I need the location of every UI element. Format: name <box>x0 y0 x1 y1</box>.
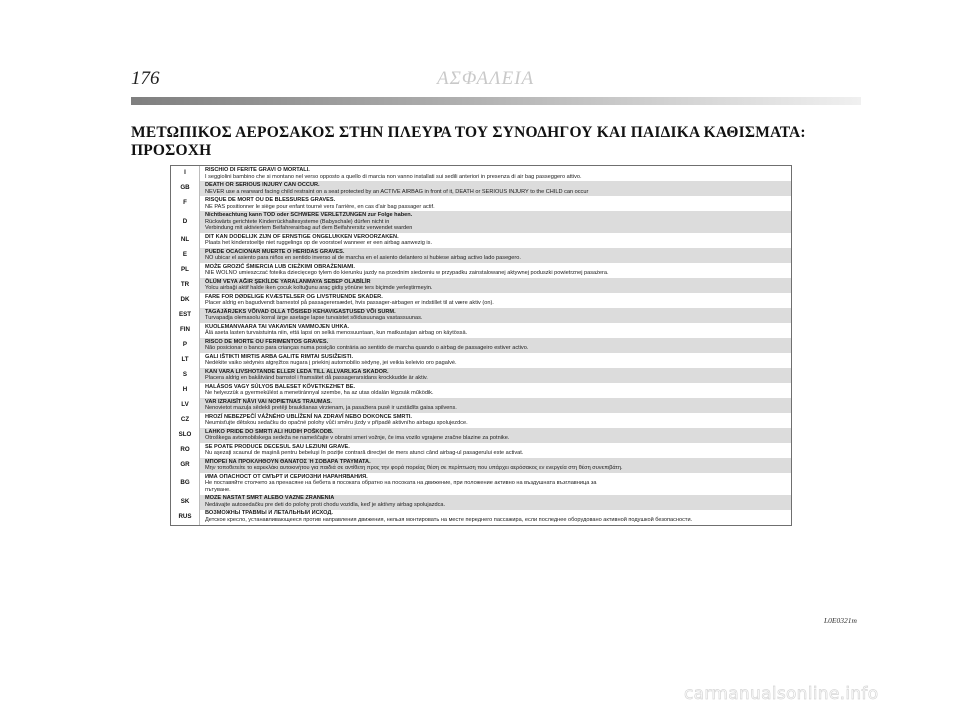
warning-text <box>200 308 791 323</box>
warning-instruction: Neumisťujte dětskou sedačku do opačné polohy vůči směru jízdy v případě aktivního airbagu spolujezdce. <box>205 420 468 427</box>
warning-instruction: Não posicionar o banco para crianças numa posição contrária ao sentido de marcha quando o airbag de passageiro estiver activo. <box>205 345 529 352</box>
warning-text <box>200 196 791 211</box>
language-code: TR <box>171 278 200 293</box>
language-code: BG <box>171 473 200 495</box>
warning-instruction: Nedávajte autosedačku pre deti do polohy proti chodu vozidla, keď je aktívny airbag spolujazdca. <box>205 502 446 509</box>
language-code: NL <box>171 233 200 248</box>
warning-row <box>171 398 791 413</box>
warning-title: TAGAJÄRJEKS VÕIVAD OLLA TÕSISED KEHAVIGASTUSED VÕI SURM. <box>205 308 396 315</box>
warning-text <box>200 458 791 473</box>
warning-row <box>171 428 791 443</box>
warning-instruction: Plaats het kinderstoeltje niet ruggelings op de voorstoel wanneer er een airbag aanwezig is. <box>205 240 432 247</box>
warning-row <box>171 443 791 458</box>
warning-instruction: Turvapadja olemasolu korral ärge asetage lapse turvaistet sõidusuunaga vastassuunas. <box>205 315 423 322</box>
warning-title: MÔŽE NASTAŤ SMRŤ ALEBO VÁŽNE ZRANENIA <box>205 495 335 502</box>
language-code: P <box>171 338 200 353</box>
warning-title: PUEDE OCACIONAR MUERTE O HERIDAS GRAVES. <box>205 248 345 255</box>
airbag-warning-table <box>170 165 792 526</box>
language-code: LV <box>171 398 200 413</box>
svg-text:carmanualsonline.info: carmanualsonline.info <box>684 684 879 703</box>
warning-title: ИМА ОПАСНОСТ ОТ СМЪРТ И СЕРИОЗНИ НАРАНЯВАНИЯ. <box>205 473 368 480</box>
warning-instruction: Nenovietot mazuļa sēdekli pretēji braukšanas virzienam, ja pasažiera pusē ir uzstādīts gaisa spilvens. <box>205 405 457 412</box>
warning-row <box>171 495 791 510</box>
warning-title: ΜΠΟΡΕΙ ΝΑ ΠΡΟΚΛΗΘΟΥΝ ΘΑΝΑΤΟΣ Ή ΣΟΒΑΡΑ ΤΡΑΥΜΑΤΑ. <box>205 458 371 465</box>
warning-text <box>200 368 791 383</box>
warning-instruction: Nedėkite vaiko sėdynės atgręžtos nugara į priekinį automobilio sėdynę, jei veikia keleivio oro pagalvė. <box>205 360 457 367</box>
warning-text <box>200 166 791 181</box>
language-code: F <box>171 196 200 211</box>
warning-instruction: Yolcu airbaği aktif halde iken çocuk koltuğunu araç gidiş yönüne ters biçimde yerleştirmeyin. <box>205 285 433 292</box>
warning-row <box>171 383 791 398</box>
warning-text <box>200 510 791 525</box>
warning-title: FARE FOR DØDELIGE KVÆSTELSER OG LIVSTRUENDE SKADER. <box>205 293 383 300</box>
warning-text <box>200 398 791 413</box>
language-code: GR <box>171 458 200 473</box>
language-code: DK <box>171 293 200 308</box>
warning-row <box>171 458 791 473</box>
warning-row <box>171 338 791 353</box>
language-code: H <box>171 383 200 398</box>
warning-instruction: Не поставяйте столчето за пренасяне на бебета в посоката обратно на посоката на движение, при положение активно на въздушната възглавница за <box>205 480 597 487</box>
warning-title: LAHKO PRIDE DO SMRTI ALI HUDIH POŠKODB. <box>205 428 334 435</box>
warning-text <box>200 181 791 196</box>
warning-row <box>171 413 791 428</box>
watermark-logo <box>682 683 912 703</box>
page-heading: ΜΕΤΩΠΙΚΟΣ ΑΕΡΟΣΑΚΟΣ ΣΤΗΝ ΠΛΕΥΡΑ ΤΟΥ ΣΥΝΟΔΗΓΟΥ ΚΑΙ ΠΑΙΔΙΚΑ ΚΑΘΙΣΜΑΤΑ: ΠΡΟΣΟΧΗ <box>131 124 806 159</box>
warning-text <box>200 323 791 338</box>
warning-row <box>171 278 791 293</box>
warning-instruction: Rückwärts gerichtete Kinderrückhaltesysteme (Babyschale) dürfen nicht in <box>205 218 390 225</box>
warning-text <box>200 413 791 428</box>
warning-instruction: Μην τοποθετείτε το καρεκλάκι αυτοκινήτου για παιδιά σε αντίθετη προς την φορά πορείας θέση σε περίπτωση που υπάρχει αερόσακος εν ενεργεία στη θέση συνεπιβάτη. <box>205 465 623 472</box>
warning-title: RISQUE DE MORT OU DE BLESSURES GRAVES. <box>205 196 336 203</box>
warning-instruction-continued: пътуване. <box>205 487 231 494</box>
warning-title: RISCO DE MORTE OU FERIMENTOS GRAVES. <box>205 338 329 345</box>
warning-title: KUOLEMANVAARA TAI VAKAVIEN VAMMOJEN UHKA. <box>205 323 350 330</box>
warning-title: DEATH OR SERIOUS INJURY CAN OCCUR. <box>205 181 320 188</box>
section-title: ΑΣΦΑΛΕΙΑ <box>437 68 535 89</box>
language-code: GB <box>171 181 200 196</box>
warning-row <box>171 353 791 368</box>
warning-row <box>171 196 791 211</box>
warning-row <box>171 323 791 338</box>
warning-row <box>171 510 791 525</box>
warning-row <box>171 368 791 383</box>
warning-title: GALI IŠTIKTI MIRTIS ARBA GALITE RIMTAI SUSIŽEISTI. <box>205 353 354 360</box>
warning-title: RISCHIO DI FERITE GRAVI O MORTALI. <box>205 166 310 173</box>
warning-title: Nichtbeachtung kann TOD oder SCHWERE VERLETZUNGEN zur Folge haben. <box>205 211 413 218</box>
language-code: FIN <box>171 323 200 338</box>
language-code: LT <box>171 353 200 368</box>
warning-text <box>200 293 791 308</box>
warning-row <box>171 211 791 233</box>
language-code: CZ <box>171 413 200 428</box>
warning-row <box>171 308 791 323</box>
warning-text <box>200 338 791 353</box>
warning-instruction: NO ubicar el asiento para niños en sentido inverso al de marcha en el asiento delantero si hubiese airbag activo lado pasegero. <box>205 255 521 262</box>
warning-row <box>171 473 791 495</box>
language-code: EST <box>171 308 200 323</box>
warning-row <box>171 293 791 308</box>
warning-title: VAR IZRAISĪT NĀVI VAI NOPIETNAS TRAUMAS. <box>205 398 332 405</box>
language-code: S <box>171 368 200 383</box>
language-code: RO <box>171 443 200 458</box>
warning-instruction: Ne helyezzük a gyermekülést a menetiránnyal szembe, ha az utas oldalán légzsák működik. <box>205 390 434 397</box>
warning-instruction: NIE WOLNO umieszczać foteika dziecięcego tylem do kierunku jazdy na przednim siedzeniu w przypadku zainstalowanej aktywnej poduszki powietrznej pasażera. <box>205 270 609 277</box>
language-code: PL <box>171 263 200 278</box>
warning-title: DIT KAN DODELIJK ZIJN OF ERNSTIGE ONGELUKKEN VEROORZAKEN. <box>205 233 399 240</box>
warning-row <box>171 248 791 263</box>
warning-text <box>200 278 791 293</box>
warning-text <box>200 428 791 443</box>
warning-text <box>200 211 791 233</box>
figure-code: L0E0321m <box>824 616 857 625</box>
language-code: D <box>171 211 200 233</box>
warning-title: MOŻE GROZIĆ ŚMIERCIA LUB CIEŻKIMI OBRAŻENIAMI. <box>205 263 355 270</box>
warning-instruction: Otroškega avtomobilskega sedeža ne nameščajte v obratni smeri vožnje, če ima vozilo vgrajene zračne blazine za potnike. <box>205 435 510 442</box>
warning-title: KAN VARA LIVSHOTANDE ELLER LEDA TILL ALLVARLIGA SKADOR. <box>205 368 389 375</box>
warning-row <box>171 263 791 278</box>
warning-title: ВОЗМОЖНЫ ТРАВМЫ И ЛЕТАЛЬНЫЙ ИСХОД. <box>205 510 333 517</box>
warning-text <box>200 383 791 398</box>
warning-row <box>171 166 791 181</box>
language-code: SLO <box>171 428 200 443</box>
header-divider <box>131 97 861 105</box>
warning-text <box>200 248 791 263</box>
warning-instruction: Placera aldrig en bakåtvänd barnstol i framsätet då passagerarsidans krockkudde är aktiv. <box>205 375 428 382</box>
warning-title: ÖLÜM VEYA AĞIR ŞEKİLDE YARALANMAYA SEBEP OLABİLİR <box>205 278 371 285</box>
warning-instruction: Placer aldrig en bagudvendt barnestol på passagerersædet, hvis passager-airbagen er indstillet til at være aktiv (on). <box>205 300 494 307</box>
warning-instruction: I seggiolini bambino che si montano nel verso opposto a quello di marcia non vanno installati sui sedili anteriori in presenza di air bag passeggero attivo. <box>205 173 582 180</box>
warning-text <box>200 495 791 510</box>
language-code: SK <box>171 495 200 510</box>
watermark-svg <box>682 683 912 703</box>
warning-instruction: Детское кресло, устанавливающееся против направления движения, нельзя монтировать на месте переднего пассажира, если последнее оборудовано активной подушкой безопасности. <box>205 517 693 524</box>
warning-text <box>200 263 791 278</box>
page-number: 176 <box>131 68 160 89</box>
language-code: RUS <box>171 510 200 525</box>
warning-instruction: NEVER use a rearward facing child restraint on a seat protected by an ACTIVE AIRBAG in front of it, DEATH or SERIOUS INJURY to the CHILD can occur <box>205 188 589 195</box>
warning-instruction-continued: Verbindung mit aktiviertem Beifahrerairbag auf dem Beifahrersitz verwendet warden <box>205 225 413 232</box>
language-code: E <box>171 248 200 263</box>
warning-instruction: Älä aseta lasten turvaistuinta niin, että lapsi on selkä menosuuntaan, kun matkustajan airbag on käytössä. <box>205 330 468 337</box>
warning-text <box>200 233 791 248</box>
language-code: I <box>171 166 200 181</box>
warning-title: HALÁSOS VAGY SÚLYOS BALESET KÖVETKEZHET BE. <box>205 383 356 390</box>
warning-text <box>200 443 791 458</box>
warning-text <box>200 353 791 368</box>
warning-row <box>171 233 791 248</box>
warning-title: HROZÍ NEBEZPEČÍ VÁŽNÉHO UBLÍŽENÍ NA ZDRAVÍ NEBO DOKONCE SMRTI. <box>205 413 412 420</box>
warning-text <box>200 473 791 495</box>
warning-row <box>171 181 791 196</box>
warning-instruction: Nu aşezaţi scaunul de maşină pentru bebeluşi în poziţie contrară direcţiei de mers atunci când airbag-ul pasagerului este activat. <box>205 450 524 457</box>
warning-title: SE POATE PRODUCE DECESUL SAU LEZIUNI GRAVE. <box>205 443 350 450</box>
warning-instruction: NE PAS positionner le siège pour enfant tourné vers l'arrière, en cas d'air bag passager actif. <box>205 203 435 210</box>
